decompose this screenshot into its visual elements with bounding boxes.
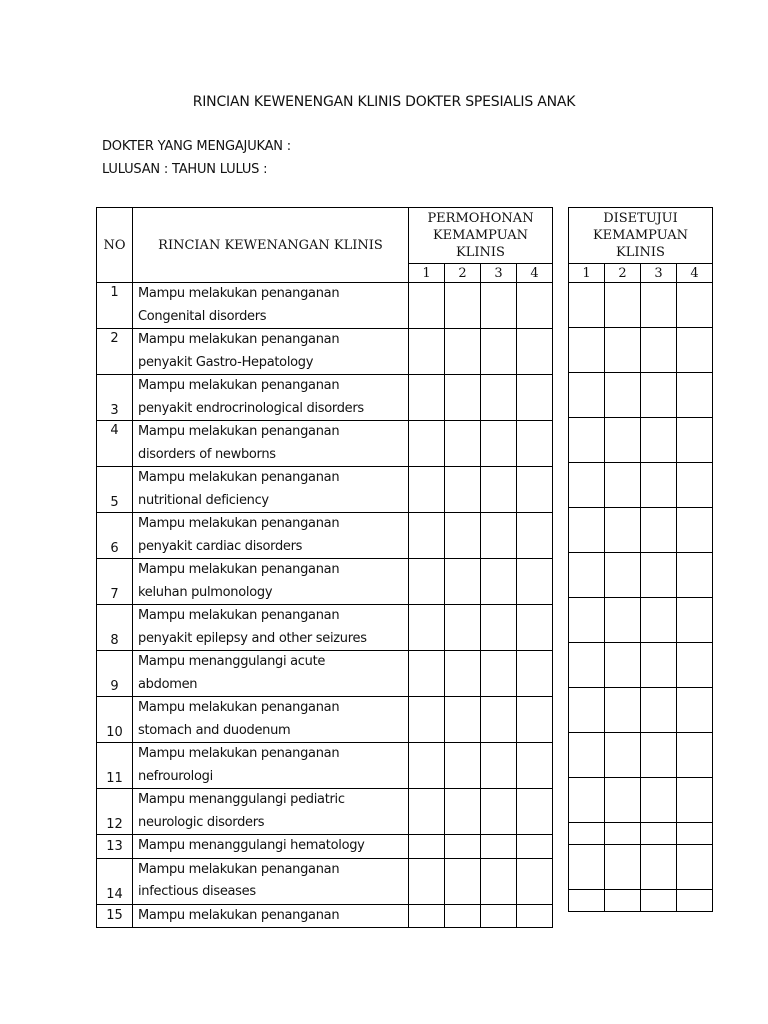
disetujui-level-cell[interactable] [641,553,677,598]
disetujui-level-cell[interactable] [569,778,605,823]
permohonan-level-cell[interactable] [481,421,517,467]
table-row [97,835,553,859]
permohonan-level-cell[interactable] [481,467,517,513]
permohonan-level-cell[interactable] [445,904,481,928]
permohonan-level-cell[interactable] [409,904,445,928]
permohonan-level-cell[interactable] [517,858,553,904]
disetujui-level-cell[interactable] [605,688,641,733]
row-number: 1 [97,283,133,329]
disetujui-level-cell[interactable] [569,508,605,553]
disetujui-level-cell[interactable] [569,283,605,328]
row-number: 14 [97,858,133,904]
row-number: 13 [97,835,133,859]
table-row [97,559,553,605]
header-no: NO [97,208,133,283]
row-number: 12 [97,789,133,835]
disetujui-level-cell[interactable] [569,643,605,688]
disetujui-level-cell[interactable] [641,418,677,463]
description-line: stomach and duodenum [138,722,291,738]
disetujui-level-cell[interactable] [569,688,605,733]
permohonan-level-cell[interactable] [481,329,517,375]
approval-row [569,373,713,418]
privilege-description [133,421,409,467]
permohonan-level-cell[interactable] [409,421,445,467]
header-permohonan-line: KEMAMPUAN [432,228,529,243]
disetujui-level-cell[interactable] [569,328,605,373]
header-permohonan-line: KLINIS [456,245,505,260]
approval-row [569,823,713,845]
approval-table [568,207,713,912]
row-number: 9 [97,651,133,697]
permohonan-level-cell[interactable] [481,513,517,559]
permohonan-level-cell[interactable] [409,559,445,605]
description-line: penyakit cardiac disorders [138,538,303,554]
permohonan-level-header: 1 [409,264,445,283]
clinical-privileges-table [96,207,553,928]
permohonan-level-cell[interactable] [517,559,553,605]
row-number: 7 [97,559,133,605]
disetujui-level-cell[interactable] [569,890,605,912]
description-line: Mampu melakukan penanganan [138,286,340,301]
disetujui-level-cell[interactable] [641,373,677,418]
permohonan-level-cell[interactable] [409,375,445,421]
row-number: 4 [97,421,133,467]
permohonan-level-cell[interactable] [517,605,553,651]
permohonan-level-cell[interactable] [445,375,481,421]
description-line: penyakit epilepsy and other seizures [138,630,367,646]
description-line: abdomen [138,676,198,692]
row-number: 3 [97,375,133,421]
disetujui-level-cell[interactable] [641,890,677,912]
permohonan-level-cell[interactable] [481,743,517,789]
permohonan-level-cell[interactable] [517,651,553,697]
permohonan-level-cell[interactable] [409,283,445,329]
header-permohonan [409,208,553,264]
disetujui-level-cell[interactable] [569,598,605,643]
permohonan-level-cell[interactable] [481,858,517,904]
approval-row [569,418,713,463]
permohonan-level-cell[interactable] [517,375,553,421]
description-line: Mampu melakukan penanganan [138,700,340,715]
description-line: nefrourologi [138,768,213,784]
permohonan-level-header: 4 [517,264,553,283]
description-line: infectious diseases [138,884,256,899]
permohonan-level-cell[interactable] [445,329,481,375]
privilege-description [133,789,409,835]
disetujui-level-cell[interactable] [677,598,713,643]
approval-row [569,688,713,733]
permohonan-level-cell[interactable] [481,904,517,928]
permohonan-level-cell[interactable] [517,513,553,559]
table-row [97,513,553,559]
table-row [97,375,553,421]
disetujui-level-cell[interactable] [641,778,677,823]
disetujui-level-cell[interactable] [677,778,713,823]
row-number: 6 [97,513,133,559]
disetujui-level-cell[interactable] [641,733,677,778]
description-line: Mampu menanggulangi hematology [138,838,365,853]
permohonan-level-cell[interactable] [409,467,445,513]
disetujui-level-cell[interactable] [605,283,641,328]
permohonan-level-cell[interactable] [481,375,517,421]
disetujui-level-header: 4 [677,264,713,283]
disetujui-level-cell[interactable] [677,823,713,845]
graduate-field-label: LULUSAN : TAHUN LULUS : [102,162,268,177]
table-row [97,651,553,697]
disetujui-level-cell[interactable] [605,373,641,418]
privilege-description [133,329,409,375]
description-line: Mampu melakukan penanganan [138,746,340,761]
header-disetujui-line: KLINIS [616,245,665,260]
disetujui-level-cell[interactable] [641,643,677,688]
permohonan-level-cell[interactable] [445,467,481,513]
permohonan-level-cell[interactable] [517,421,553,467]
permohonan-level-cell[interactable] [409,743,445,789]
header-disetujui-line: DISETUJUI [603,211,678,226]
disetujui-level-cell[interactable] [569,823,605,845]
description-line: Mampu melakukan penanganan [138,424,340,439]
disetujui-level-cell[interactable] [605,463,641,508]
disetujui-level-cell[interactable] [605,508,641,553]
disetujui-level-header: 3 [641,264,677,283]
disetujui-level-cell[interactable] [677,890,713,912]
disetujui-level-cell[interactable] [605,733,641,778]
row-number: 10 [97,697,133,743]
disetujui-level-cell[interactable] [677,508,713,553]
description-line: penyakit Gastro-Hepatology [138,354,314,370]
approval-row [569,328,713,373]
approval-row [569,890,713,912]
privilege-description [133,605,409,651]
permohonan-level-cell[interactable] [445,651,481,697]
description-line: Mampu menanggulangi pediatric [138,792,345,807]
permohonan-level-cell[interactable] [445,421,481,467]
description-line: neurologic disorders [138,814,265,830]
description-line: Mampu melakukan penanganan [138,562,340,577]
permohonan-level-cell[interactable] [517,283,553,329]
description-line: Mampu melakukan penanganan [138,378,340,393]
disetujui-level-cell[interactable] [605,328,641,373]
disetujui-level-cell[interactable] [641,823,677,845]
approval-row [569,778,713,823]
disetujui-level-cell[interactable] [641,598,677,643]
row-number: 2 [97,329,133,375]
description-line: Mampu melakukan penanganan [138,608,340,623]
disetujui-level-cell[interactable] [677,373,713,418]
privilege-description [133,375,409,421]
disetujui-level-cell[interactable] [605,778,641,823]
approval-row [569,845,713,890]
description-line: Mampu melakukan penanganan [138,470,340,485]
disetujui-level-cell[interactable] [605,643,641,688]
description-line: Mampu menanggulangi acute [138,654,326,669]
permohonan-level-cell[interactable] [445,559,481,605]
disetujui-level-cell[interactable] [641,688,677,733]
disetujui-level-cell[interactable] [641,845,677,890]
row-number: 11 [97,743,133,789]
approval-row [569,283,713,328]
approval-row [569,598,713,643]
permohonan-level-cell[interactable] [517,697,553,743]
approval-row [569,733,713,778]
disetujui-level-cell[interactable] [605,823,641,845]
privilege-description [133,904,409,928]
disetujui-level-cell[interactable] [605,553,641,598]
table-row [97,858,553,904]
description-line: Mampu melakukan penanganan [138,861,340,877]
description-line: keluhan pulmonology [138,584,273,600]
disetujui-level-cell[interactable] [569,373,605,418]
permohonan-level-cell[interactable] [481,835,517,859]
permohonan-level-cell[interactable] [481,283,517,329]
permohonan-level-cell[interactable] [409,605,445,651]
disetujui-level-cell[interactable] [641,328,677,373]
disetujui-level-header: 1 [569,264,605,283]
disetujui-level-cell[interactable] [677,553,713,598]
privilege-description [133,835,409,859]
privilege-description [133,283,409,329]
description-line: disorders of newborns [138,446,276,462]
approval-row [569,463,713,508]
permohonan-level-cell[interactable] [445,697,481,743]
permohonan-level-cell[interactable] [409,858,445,904]
table-row [97,329,553,375]
disetujui-level-cell[interactable] [677,328,713,373]
disetujui-level-cell[interactable] [677,418,713,463]
permohonan-level-cell[interactable] [445,789,481,835]
privilege-description [133,743,409,789]
permohonan-level-cell[interactable] [517,835,553,859]
disetujui-level-cell[interactable] [569,845,605,890]
privilege-description [133,697,409,743]
table-row [97,789,553,835]
table-row [97,697,553,743]
permohonan-level-cell[interactable] [409,513,445,559]
disetujui-level-cell[interactable] [641,508,677,553]
permohonan-level-cell[interactable] [409,835,445,859]
permohonan-level-cell[interactable] [481,789,517,835]
header-disetujui-line: KEMAMPUAN [592,228,689,243]
disetujui-level-cell[interactable] [605,418,641,463]
permohonan-level-header: 2 [445,264,481,283]
row-number: 15 [97,904,133,928]
approval-row [569,508,713,553]
permohonan-level-cell[interactable] [481,559,517,605]
permohonan-level-header: 3 [481,264,517,283]
disetujui-level-cell[interactable] [605,890,641,912]
permohonan-level-cell[interactable] [409,697,445,743]
permohonan-level-cell[interactable] [409,329,445,375]
disetujui-level-cell[interactable] [641,463,677,508]
permohonan-level-cell[interactable] [517,789,553,835]
header-rincian: RINCIAN KEWENANGAN KLINIS [133,208,409,283]
disetujui-level-cell[interactable] [677,643,713,688]
disetujui-level-cell[interactable] [569,733,605,778]
permohonan-level-cell[interactable] [445,513,481,559]
disetujui-level-cell[interactable] [569,418,605,463]
privilege-description [133,651,409,697]
permohonan-level-cell[interactable] [409,651,445,697]
disetujui-level-cell[interactable] [569,553,605,598]
permohonan-level-cell[interactable] [517,329,553,375]
permohonan-level-cell[interactable] [409,789,445,835]
description-line: nutritional deficiency [138,492,269,508]
disetujui-level-cell[interactable] [605,845,641,890]
permohonan-level-cell[interactable] [445,835,481,859]
table-row [97,283,553,329]
disetujui-level-cell[interactable] [641,283,677,328]
description-line: Mampu melakukan penanganan [138,332,340,347]
doctor-field-label: DOKTER YANG MENGAJUKAN : [102,139,291,154]
table-row [97,743,553,789]
permohonan-level-cell[interactable] [445,858,481,904]
privilege-description [133,858,409,904]
permohonan-level-cell[interactable] [445,283,481,329]
disetujui-level-cell[interactable] [677,463,713,508]
approval-row [569,553,713,598]
permohonan-level-cell[interactable] [445,605,481,651]
permohonan-level-cell[interactable] [481,651,517,697]
disetujui-level-cell[interactable] [677,733,713,778]
header-disetujui [569,208,713,264]
row-number: 5 [97,467,133,513]
table-row [97,467,553,513]
permohonan-level-cell[interactable] [445,743,481,789]
privilege-description [133,513,409,559]
permohonan-level-cell[interactable] [517,743,553,789]
permohonan-level-cell[interactable] [517,467,553,513]
row-number: 8 [97,605,133,651]
privilege-description [133,559,409,605]
disetujui-level-cell[interactable] [677,845,713,890]
disetujui-level-cell[interactable] [569,463,605,508]
description-line: penyakit endrocrinological disorders [138,400,364,416]
description-line: Mampu melakukan penanganan [138,907,340,923]
header-permohonan-line: PERMOHONAN [427,211,534,226]
permohonan-level-cell[interactable] [481,605,517,651]
disetujui-level-cell[interactable] [677,283,713,328]
disetujui-level-cell[interactable] [605,598,641,643]
disetujui-level-header: 2 [605,264,641,283]
approval-row [569,643,713,688]
permohonan-level-cell[interactable] [517,904,553,928]
permohonan-level-cell[interactable] [481,697,517,743]
table-row [97,421,553,467]
description-line: Mampu melakukan penanganan [138,516,340,531]
privilege-description [133,467,409,513]
description-line: Congenital disorders [138,308,267,324]
table-row [97,605,553,651]
disetujui-level-cell[interactable] [677,688,713,733]
document-title: RINCIAN KEWENENGAN KLINIS DOKTER SPESIALIS ANAK [192,94,576,110]
table-row [97,904,553,928]
